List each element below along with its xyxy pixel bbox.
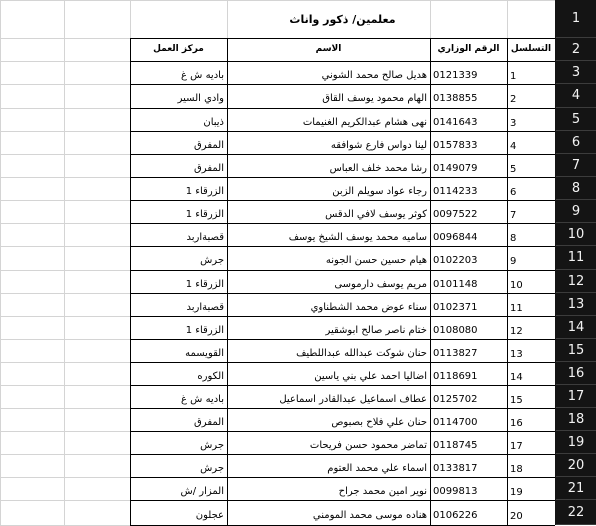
serial-cell[interactable]: 18 — [510, 463, 523, 475]
name-cell[interactable]: اضاليا احمد علي بني ياسين — [314, 370, 427, 382]
ministry-number-cell[interactable]: 0101148 — [433, 278, 478, 290]
serial-cell[interactable]: 4 — [510, 140, 517, 152]
work-center-cell[interactable]: الزرقاء 1 — [185, 185, 224, 197]
row-header[interactable]: 12 — [556, 270, 596, 293]
work-center-cell[interactable]: عجلون — [195, 509, 224, 521]
name-cell[interactable]: اسماء علي محمد العتوم — [327, 462, 427, 474]
column-gridline — [64, 0, 65, 525]
serial-cell[interactable]: 9 — [510, 256, 517, 267]
ministry-number-cell[interactable]: 0118691 — [433, 370, 478, 382]
work-center-cell[interactable]: جرش — [200, 462, 224, 474]
work-center-cell[interactable]: قصبةاربد — [186, 301, 224, 313]
header-ministry-no[interactable]: الرقم الوزاري — [437, 44, 500, 54]
row-header[interactable]: 8 — [556, 177, 596, 200]
row-header[interactable]: 20 — [556, 454, 596, 477]
row-header[interactable]: 4 — [556, 84, 596, 108]
ministry-number-cell[interactable]: 0141643 — [433, 116, 478, 128]
work-center-cell[interactable]: باديه ش غ — [181, 69, 224, 81]
work-center-cell[interactable]: المفرق — [194, 416, 224, 428]
row-header[interactable]: 1 — [556, 0, 596, 38]
row-header[interactable]: 11 — [556, 246, 596, 270]
name-cell[interactable]: ساميه محمد يوسف الشيخ يوسف — [288, 231, 427, 243]
serial-cell[interactable]: 15 — [510, 394, 523, 406]
row-header[interactable]: 14 — [556, 316, 596, 339]
name-cell[interactable]: تماضر محمود حسن فريحات — [309, 439, 427, 451]
serial-cell[interactable]: 3 — [510, 117, 517, 129]
serial-cell[interactable]: 13 — [510, 348, 523, 360]
name-cell[interactable]: كوثر يوسف لافي الدقس — [325, 208, 427, 220]
name-cell[interactable]: هديل صالح محمد الشوني — [321, 69, 427, 81]
ministry-number-cell[interactable]: 0157833 — [433, 139, 478, 151]
serial-cell[interactable]: 7 — [510, 209, 517, 221]
serial-cell[interactable]: 5 — [510, 163, 517, 175]
serial-cell[interactable]: 20 — [510, 510, 523, 522]
serial-cell[interactable]: 16 — [510, 417, 523, 429]
row-header[interactable]: 7 — [556, 154, 596, 177]
row-header[interactable]: 10 — [556, 223, 596, 246]
name-cell[interactable]: نهى هشام عبدالكريم الغنيمات — [302, 116, 427, 128]
name-cell[interactable]: حنان شوكت عبدالله عبداللطيف — [296, 347, 427, 359]
ministry-number-cell[interactable]: 0118745 — [433, 439, 478, 451]
serial-cell[interactable]: 6 — [510, 186, 517, 198]
name-cell[interactable]: رجاء عواد سويلم الزبن — [332, 185, 427, 197]
work-center-cell[interactable]: باديه ش غ — [181, 393, 224, 405]
ministry-number-cell[interactable]: 0097522 — [433, 208, 478, 220]
header-work-center[interactable]: مركز العمل — [153, 44, 204, 54]
name-cell[interactable]: هناده موسى محمد المومني — [312, 509, 427, 521]
row-header[interactable]: 6 — [556, 131, 596, 154]
work-center-cell[interactable]: المزار /ش — [180, 485, 224, 497]
ministry-number-cell[interactable]: 0114233 — [433, 185, 478, 197]
work-center-cell[interactable]: الكوره — [197, 370, 224, 382]
serial-cell[interactable]: 1 — [510, 70, 517, 82]
row-header[interactable]: 3 — [556, 61, 596, 84]
work-center-cell[interactable]: جرش — [200, 255, 224, 266]
serial-cell[interactable]: 11 — [510, 302, 523, 314]
serial-cell[interactable]: 17 — [510, 440, 523, 452]
work-center-cell[interactable]: القويسمه — [185, 347, 224, 359]
ministry-number-cell[interactable]: 0106226 — [433, 509, 478, 521]
ministry-number-cell[interactable]: 0114700 — [433, 416, 478, 428]
work-center-cell[interactable]: الزرقاء 1 — [185, 324, 224, 336]
serial-cell[interactable]: 2 — [510, 94, 517, 105]
ministry-number-cell[interactable]: 0096844 — [433, 231, 478, 243]
work-center-cell[interactable]: المفرق — [194, 162, 224, 174]
row-header[interactable]: 2 — [556, 38, 596, 61]
ministry-number-cell[interactable]: 0149079 — [433, 162, 478, 174]
row-header[interactable]: 19 — [556, 431, 596, 454]
ministry-number-cell[interactable]: 0108080 — [433, 324, 478, 336]
name-cell[interactable]: نوير امين محمد جراح — [338, 485, 427, 497]
row-header[interactable]: 18 — [556, 408, 596, 431]
work-center-cell[interactable]: الزرقاء 1 — [185, 208, 224, 220]
ministry-number-cell[interactable]: 0102371 — [433, 301, 478, 313]
ministry-number-cell[interactable]: 0138855 — [433, 93, 478, 104]
name-cell[interactable]: ختام ناصر صالح ابوشقير — [325, 324, 427, 336]
serial-cell[interactable]: 19 — [510, 486, 523, 498]
work-center-cell[interactable]: المفرق — [194, 139, 224, 151]
work-center-cell[interactable]: ذيبان — [203, 116, 224, 128]
row-header[interactable]: 15 — [556, 339, 596, 362]
name-cell[interactable]: عطاف اسماعيل عبدالقادر اسماعيل — [279, 393, 427, 405]
row-header[interactable]: 9 — [556, 200, 596, 223]
header-name[interactable]: الاسم — [315, 44, 342, 54]
serial-cell[interactable]: 14 — [510, 371, 523, 383]
row-header[interactable]: 5 — [556, 108, 596, 131]
name-cell[interactable]: الهام محمود يوسف القاق — [322, 93, 427, 104]
work-center-cell[interactable]: جرش — [200, 439, 224, 451]
row-header[interactable]: 13 — [556, 293, 596, 316]
work-center-cell[interactable]: قصبةاربد — [186, 231, 224, 243]
ministry-number-cell[interactable]: 0125702 — [433, 393, 478, 405]
name-cell[interactable]: هيام حسين حسن الجونه — [325, 255, 427, 266]
sheet-title[interactable]: معلمين/ ذكور واناث — [289, 12, 396, 26]
ministry-number-cell[interactable]: 0102203 — [433, 255, 478, 266]
column-gridline — [0, 0, 1, 525]
ministry-number-cell[interactable]: 0133817 — [433, 462, 478, 474]
work-center-cell[interactable]: الزرقاء 1 — [185, 278, 224, 290]
row-header[interactable]: 16 — [556, 362, 596, 385]
name-cell[interactable]: مريم يوسف دارموسى — [334, 278, 427, 290]
serial-cell[interactable]: 10 — [510, 279, 523, 291]
row-header[interactable]: 17 — [556, 385, 596, 408]
row-header[interactable]: 21 — [556, 477, 596, 500]
serial-cell[interactable]: 8 — [510, 232, 517, 244]
work-center-cell[interactable]: وادي السير — [177, 93, 224, 104]
ministry-number-cell[interactable]: 0099813 — [433, 485, 478, 497]
serial-cell[interactable]: 12 — [510, 325, 523, 337]
name-cell[interactable]: سناء عوض محمد الشطناوي — [310, 301, 427, 313]
ministry-number-cell[interactable]: 0121339 — [433, 69, 478, 81]
name-cell[interactable]: رشا محمد خلف العباس — [329, 162, 427, 174]
row-header[interactable]: 22 — [556, 500, 596, 525]
header-serial[interactable]: التسلسل — [510, 44, 552, 54]
name-cell[interactable]: لينا دواس فارع شوافقه — [330, 139, 427, 151]
ministry-number-cell[interactable]: 0113827 — [433, 347, 478, 359]
name-cell[interactable]: حنان علي فلاح بصبوص — [331, 416, 427, 428]
